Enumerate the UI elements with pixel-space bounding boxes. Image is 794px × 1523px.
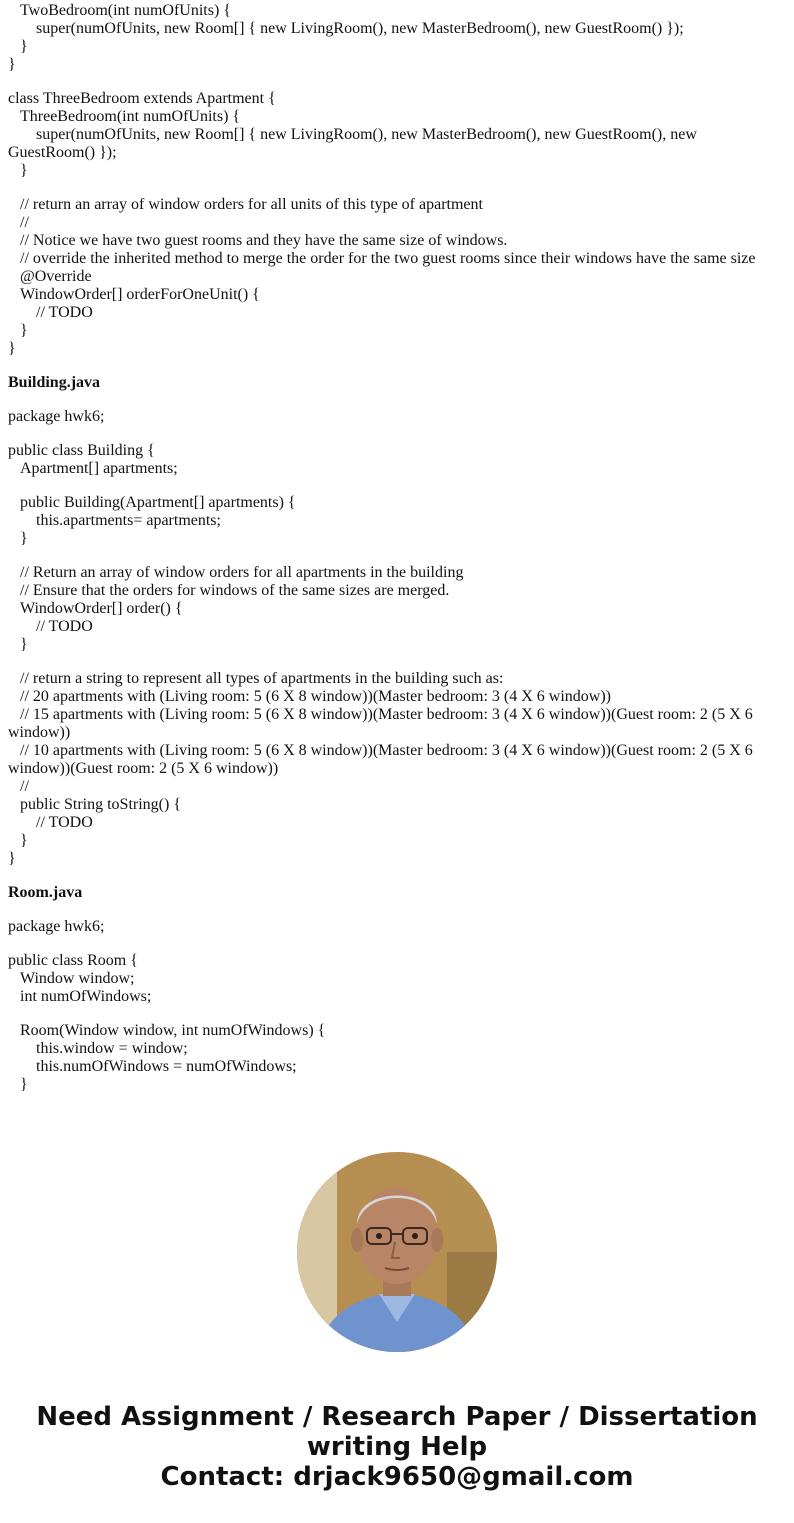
promo-text	[0, 1402, 794, 1492]
code-comment: // override the inherited method to merge the order for the two guest rooms since their windows have the same size	[8, 250, 756, 267]
code-line: }	[8, 162, 28, 179]
code-line: super(numOfUnits, new Room[] { new LivingRoom(), new MasterBedroom(), new GuestRoom() });	[8, 20, 684, 37]
code-line: Window window;	[8, 970, 135, 987]
code-line: }	[8, 340, 16, 357]
code-line: }	[8, 322, 28, 339]
code-line: }	[8, 530, 28, 547]
code-comment: // return an array of window orders for all units of this type of apartment	[8, 196, 483, 213]
code-line: package hwk6;	[8, 408, 105, 425]
code-comment: // TODO	[8, 304, 93, 321]
document-body	[8, 2, 786, 1094]
code-comment: // TODO	[8, 618, 93, 635]
code-line: }	[8, 38, 28, 55]
code-line: ThreeBedroom(int numOfUnits) {	[8, 108, 241, 125]
code-line: int numOfWindows;	[8, 988, 152, 1005]
code-line: public class Room {	[8, 952, 138, 969]
code-line: }	[8, 56, 16, 73]
code-comment: // Return an array of window orders for all apartments in the building	[8, 564, 464, 581]
code-line: public class Building {	[8, 442, 155, 459]
code-line: this.numOfWindows = numOfWindows;	[8, 1058, 297, 1075]
code-line: class ThreeBedroom extends Apartment {	[8, 90, 276, 107]
code-line: this.apartments= apartments;	[8, 512, 221, 529]
promo-line-1: Need Assignment / Research Paper / Dissertation	[36, 1402, 758, 1432]
code-line: super(numOfUnits, new Room[] { new LivingRoom(), new MasterBedroom(), new GuestRoom(), new GuestRoom() });	[8, 126, 701, 161]
code-comment: // 10 apartments with (Living room: 5 (6 X 8 window))(Master bedroom: 3 (4 X 6 window))(Guest room: 2 (5 X 6 window))(Guest room: 2 (5 X 6 window))	[8, 742, 757, 777]
promo-contact[interactable]: Contact: drjack9650@gmail.com	[160, 1462, 634, 1492]
promo-banner	[0, 1152, 794, 1492]
room-file-heading: Room.java	[8, 884, 83, 901]
code-comment: // return a string to represent all types of apartments in the building such as:	[8, 670, 504, 687]
code-line: this.window = window;	[8, 1040, 188, 1057]
building-file-heading: Building.java	[8, 374, 101, 391]
room-code-block	[8, 918, 786, 1094]
code-comment: // 20 apartments with (Living room: 5 (6 X 8 window))(Master bedroom: 3 (4 X 6 window))	[8, 688, 612, 705]
code-line: public Building(Apartment[] apartments) {	[8, 494, 296, 511]
code-line: }	[8, 850, 16, 867]
code-line: public String toString() {	[8, 796, 182, 813]
code-comment: // TODO	[8, 814, 93, 831]
code-comment: // Notice we have two guest rooms and they have the same size of windows.	[8, 232, 508, 249]
code-line: Apartment[] apartments;	[8, 460, 178, 477]
code-line: WindowOrder[] order() {	[8, 600, 183, 617]
threebedroom-code-block	[8, 90, 786, 358]
code-line: WindowOrder[] orderForOneUnit() {	[8, 286, 260, 303]
code-comment: //	[8, 778, 29, 795]
code-line: @Override	[8, 268, 92, 285]
tutor-portrait-icon	[297, 1152, 497, 1352]
code-line: TwoBedroom(int numOfUnits) {	[8, 2, 231, 19]
code-comment: // Ensure that the orders for windows of the same sizes are merged.	[8, 582, 450, 599]
code-line: }	[8, 636, 28, 653]
twobedroom-code-block	[8, 2, 786, 74]
promo-line-2: writing Help	[306, 1432, 488, 1462]
code-comment: //	[8, 214, 29, 231]
building-code-block	[8, 408, 786, 868]
code-line: package hwk6;	[8, 918, 105, 935]
code-line: }	[8, 1076, 28, 1093]
code-comment: // 15 apartments with (Living room: 5 (6 X 8 window))(Master bedroom: 3 (4 X 6 window))(Guest room: 2 (5 X 6 window))	[8, 706, 757, 741]
code-line: Room(Window window, int numOfWindows) {	[8, 1022, 326, 1039]
code-line: }	[8, 832, 28, 849]
